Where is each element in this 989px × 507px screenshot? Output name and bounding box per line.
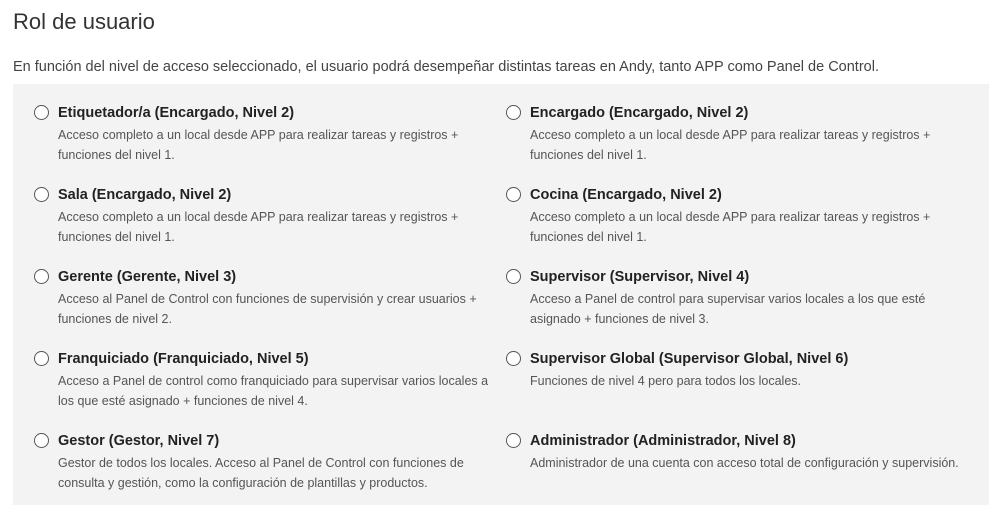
role-label-etiquetador[interactable]: Etiquetador/a (Encargado, Nivel 2): [58, 105, 295, 121]
role-desc-encargado: Acceso completo a un local desde APP para realizar tareas y registros + funciones del nivel 1.: [530, 128, 931, 162]
radio-etiquetador[interactable]: [34, 105, 49, 120]
radio-gestor[interactable]: [34, 433, 49, 448]
role-label-administrador[interactable]: Administrador (Administrador, Nivel 8): [530, 433, 796, 449]
role-label-supervisor-global[interactable]: Supervisor Global (Supervisor Global, Nivel 6): [530, 351, 849, 367]
radio-supervisor-global[interactable]: [506, 351, 521, 366]
role-desc-etiquetador: Acceso completo a un local desde APP para realizar tareas y registros + funciones del nivel 1.: [58, 128, 459, 162]
role-desc-sala: Acceso completo a un local desde APP para realizar tareas y registros + funciones del nivel 1.: [58, 210, 459, 244]
role-label-gestor[interactable]: Gestor (Gestor, Nivel 7): [58, 433, 220, 449]
radio-administrador[interactable]: [506, 433, 521, 448]
role-desc-gestor: Gestor de todos los locales. Acceso al Panel de Control con funciones de consulta y gestión, como la configuración de plantillas y productos.: [58, 456, 464, 490]
role-label-sala[interactable]: Sala (Encargado, Nivel 2): [58, 187, 232, 203]
radio-supervisor[interactable]: [506, 269, 521, 284]
role-desc-gerente: Acceso al Panel de Control con funciones de supervisión y crear usuarios + funciones de nivel 2.: [58, 292, 477, 326]
role-desc-supervisor: Acceso a Panel de control para supervisar varios locales a los que esté asignado + funciones de nivel 3.: [530, 292, 926, 326]
role-desc-franquiciado: Acceso a Panel de control como franquiciado para supervisar varios locales a los que esté asignado + funciones de nivel 4.: [58, 374, 489, 408]
role-desc-cocina: Acceso completo a un local desde APP para realizar tareas y registros + funciones del nivel 1.: [530, 210, 931, 244]
role-label-gerente[interactable]: Gerente (Gerente, Nivel 3): [58, 269, 237, 285]
radio-franquiciado[interactable]: [34, 351, 49, 366]
role-label-franquiciado[interactable]: Franquiciado (Franquiciado, Nivel 5): [58, 351, 309, 367]
radio-encargado[interactable]: [506, 105, 521, 120]
role-label-encargado[interactable]: Encargado (Encargado, Nivel 2): [530, 105, 749, 121]
radio-cocina[interactable]: [506, 187, 521, 202]
role-desc-supervisor-global: Funciones de nivel 4 pero para todos los locales.: [530, 374, 801, 388]
role-desc-administrador: Administrador de una cuenta con acceso total de configuración y supervisión.: [530, 456, 959, 470]
page-title: Rol de usuario: [13, 9, 155, 34]
radio-gerente[interactable]: [34, 269, 49, 284]
role-description-text: En función del nivel de acceso seleccionado, el usuario podrá desempeñar distintas tareas en Andy, tanto APP como Panel de Control.: [13, 59, 879, 75]
role-label-supervisor[interactable]: Supervisor (Supervisor, Nivel 4): [530, 269, 750, 285]
role-label-cocina[interactable]: Cocina (Encargado, Nivel 2): [530, 187, 722, 203]
role-options-panel: [13, 84, 989, 505]
radio-sala[interactable]: [34, 187, 49, 202]
